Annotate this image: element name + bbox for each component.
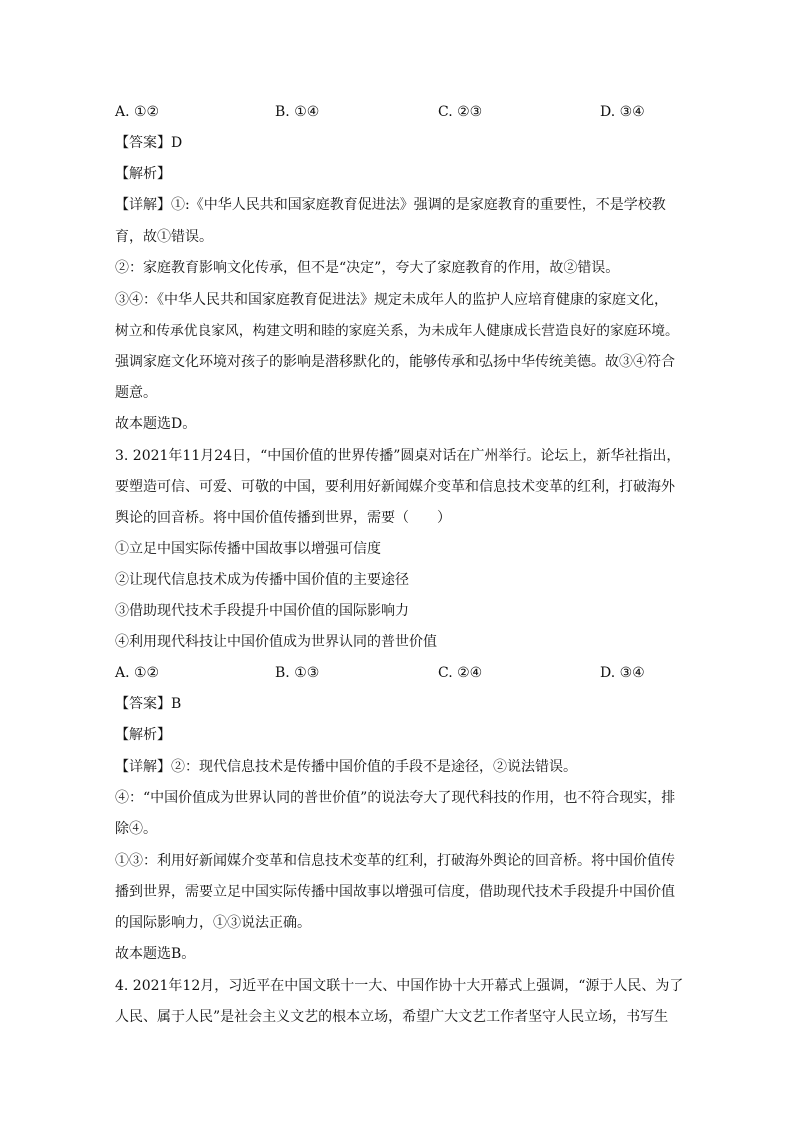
q3-item-4: ④利用现代科技让中国价值成为世界认同的普世价值 [115,634,437,650]
q2-option-c: C. ②③ [438,104,483,120]
answer-label: 【答案】 [115,696,171,712]
q3-item-3: ③借助现代技术手段提升中国价值的国际影响力 [115,603,409,619]
q2-options [115,102,685,122]
answer-label: 【答案】 [115,135,171,151]
q2-conclusion: 故本题选D。 [115,416,197,432]
q2-detail-line: 强调家庭文化环境对孩子的影响是潜移默化的，能够传承和弘扬中华传统美德。故③④符合 [115,354,675,370]
q3-detail-line: 除④。 [115,821,157,837]
q3-answer [115,694,685,714]
q2-analysis-label: 【解析】 [115,166,171,182]
answer-value: B [171,696,182,712]
q3-option-d: D. ③④ [600,665,645,681]
q3-analysis-label: 【解析】 [115,727,171,743]
q4-stem-line: 人民、属于人民”是社会主义文艺的根本立场，希望广大文艺工作者坚守人民立场，书写生 [115,1009,669,1025]
q3-options [115,663,685,683]
q3-option-c: C. ②④ [438,665,483,681]
q3-detail-line: 的国际影响力，①③说法正确。 [115,915,311,931]
q3-detail-line: 播到世界，需要立足中国实际传播中国故事以增强可信度，借助现代技术手段提升中国价值 [115,884,675,900]
q2-detail-line: 题意。 [115,385,157,401]
q2-detail-line: 【详解】①:《中华人民共和国家庭教育促进法》强调的是家庭教育的重要性，不是学校教 [115,197,666,213]
q2-detail-line: 育，故①错误。 [115,229,213,245]
q2-detail-line: 树立和传承优良家风，构建文明和睦的家庭关系，为未成年人健康成长营造良好的家庭环境。 [115,323,679,339]
q3-stem-line: 3. 2021年11月24日，“中国价值的世界传播”圆桌对话在广州举行。论坛上，新华社指出， [115,448,681,464]
q3-detail-line: ④：“中国价值成为世界认同的普世价值”的说法夸大了现代科技的作用，也不符合现实，排 [115,790,676,806]
q2-detail-line: ②：家庭教育影响文化传承，但不是“决定”，夸大了家庭教育的作用，故②错误。 [115,260,620,276]
q3-option-a: A. ①② [115,665,160,681]
q3-item-2: ②让现代信息技术成为传播中国价值的主要途径 [115,572,409,588]
q3-stem-line: 要塑造可信、可爱、可敬的中国，要利用好新闻媒介变革和信息技术变革的红利，打破海外 [115,479,675,495]
q3-detail-line: 【详解】②：现代信息技术是传播中国价值的手段不是途径，②说法错误。 [115,759,577,775]
q2-option-d: D. ③④ [600,104,645,120]
q3-item-1: ①立足中国实际传播中国故事以增强可信度 [115,541,381,557]
q3-option-b: B. ①③ [275,665,320,681]
q2-option-b: B. ①④ [275,104,320,120]
answer-value: D [171,135,183,151]
q3-detail-line: ①③：利用好新闻媒介变革和信息技术变革的红利，打破海外舆论的回音桥。将中国价值传 [115,853,675,869]
q4-stem-line: 4. 2021年12月，习近平在中国文联十一大、中国作协十大开幕式上强调，“源于人民、为了 [115,978,684,994]
q2-detail-line: ③④：《中华人民共和国家庭教育促进法》规定未成年人的监护人应培育健康的家庭文化， [115,292,668,308]
q2-answer [115,133,685,153]
q3-stem-line: 舆论的回音桥。将中国价值传播到世界，需要（ ） [115,510,451,526]
q2-option-a: A. ①② [115,104,160,120]
q3-conclusion: 故本题选B。 [115,946,196,962]
